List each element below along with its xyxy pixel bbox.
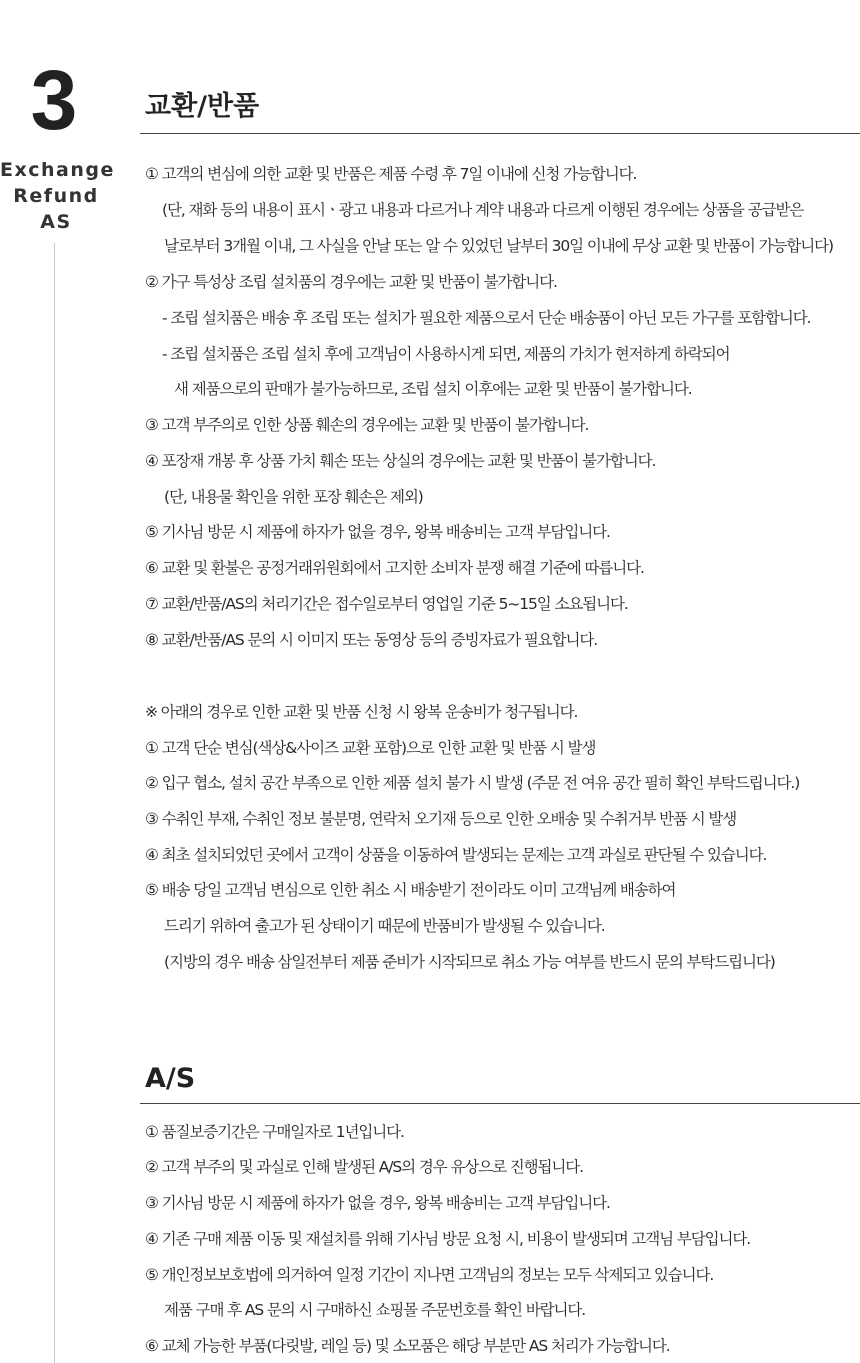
exchange-line: - 조립 설치품은 배송 후 조립 또는 설치가 필요한 제품으로서 단순 배송품이 아닌 모든 가구를 포함합니다. (162, 309, 811, 327)
label-exchange: Exchange (0, 159, 115, 181)
section-sidebar (0, 0, 115, 1360)
exchange-note: ① 고객 단순 변심(색상&사이즈 교환 포함)으로 인한 교환 및 반품 시 발생 (145, 739, 596, 757)
exchange-line: ⑥ 교환 및 환불은 공정거래위원회에서 고지한 소비자 분쟁 해결 기준에 따릅니다. (145, 559, 644, 577)
label-refund: Refund (13, 185, 99, 207)
exchange-line: ⑦ 교환/반품/AS의 처리기간은 접수일로부터 영업일 기준 5~15일 소요됩니다. (145, 595, 628, 613)
exchange-note: (지방의 경우 배송 삼일전부터 제품 준비가 시작되므로 취소 가능 여부를 반드시 문의 부탁드립니다) (164, 953, 775, 971)
exchange-line: 새 제품으로의 판매가 불가능하므로, 조립 설치 이후에는 교환 및 반품이 불가합니다. (174, 380, 692, 398)
as-line: ② 고객 부주의 및 과실로 인해 발생된 A/S의 경우 유상으로 진행됩니다. (145, 1158, 583, 1176)
as-line: ① 품질보증기간은 구매일자로 1년입니다. (145, 1123, 404, 1141)
label-as: AS (40, 211, 72, 233)
as-line: ⑥ 교체 가능한 부품(다릿발, 레일 등) 및 소모품은 해당 부분만 AS 처리가 가능합니다. (145, 1337, 670, 1355)
exchange-line: ① 고객의 변심에 의한 교환 및 반품은 제품 수령 후 7일 이내에 신청 가능합니다. (145, 165, 637, 183)
exchange-line: ③ 고객 부주의로 인한 상품 훼손의 경우에는 교환 및 반품이 불가합니다. (145, 416, 589, 434)
as-rule (140, 1103, 860, 1104)
exchange-line: (단, 재화 등의 내용이 표시ㆍ광고 내용과 다르거나 계약 내용과 다르게 이행된 경우에는 상품을 공급받은 (162, 201, 804, 219)
exchange-note: ② 입구 협소, 설치 공간 부족으로 인한 제품 설치 불가 시 발생 (주문 전 여유 공간 필히 확인 부탁드립니다.) (145, 774, 800, 792)
exchange-line: 날로부터 3개월 이내, 그 사실을 안날 또는 알 수 있었던 날부터 30일 이내에 무상 교환 및 반품이 가능합니다) (164, 237, 833, 255)
exchange-note: ⑤ 배송 당일 고객님 변심으로 인한 취소 시 배송받기 전이라도 이미 고객님께 배송하여 (145, 881, 676, 899)
exchange-line: ⑤ 기사님 방문 시 제품에 하자가 없을 경우, 왕복 배송비는 고객 부담입니다. (145, 523, 610, 541)
section-labels (0, 157, 115, 235)
as-line: ⑤ 개인정보보호법에 의거하여 일정 기간이 지나면 고객님의 정보는 모두 삭제되고 있습니다. (145, 1266, 714, 1284)
section-number: 3 (30, 53, 78, 147)
exchange-note: 드리기 위하여 출고가 된 상태이기 때문에 반품비가 발생될 수 있습니다. (164, 917, 605, 935)
exchange-heading: 교환/반품 (145, 91, 260, 122)
exchange-note: ④ 최초 설치되었던 곳에서 고객이 상품을 이동하여 발생되는 문제는 고객 과실로 판단될 수 있습니다. (145, 846, 767, 864)
sidebar-divider (54, 243, 55, 1363)
exchange-rule (140, 133, 860, 134)
exchange-note: ③ 수취인 부재, 수취인 정보 불분명, 연락처 오기재 등으로 인한 오배송 및 수취거부 반품 시 발생 (145, 810, 737, 828)
exchange-line: - 조립 설치품은 조립 설치 후에 고객님이 사용하시게 되면, 제품의 가치가 현저하게 하락되어 (162, 345, 730, 363)
as-line: 제품 구매 후 AS 문의 시 구매하신 쇼핑몰 주문번호를 확인 바랍니다. (164, 1301, 586, 1319)
as-line: ③ 기사님 방문 시 제품에 하자가 없을 경우, 왕복 배송비는 고객 부담입니다. (145, 1194, 610, 1212)
exchange-line: (단, 내용물 확인을 위한 포장 훼손은 제외) (164, 488, 423, 506)
exchange-note: ※ 아래의 경우로 인한 교환 및 반품 신청 시 왕복 운송비가 청구됩니다. (145, 703, 578, 721)
exchange-line: ④ 포장재 개봉 후 상품 가치 훼손 또는 상실의 경우에는 교환 및 반품이 불가합니다. (145, 452, 656, 470)
as-line: ④ 기존 구매 제품 이동 및 재설치를 위해 기사님 방문 요청 시, 비용이 발생되며 고객님 부담입니다. (145, 1230, 751, 1248)
as-heading: A/S (145, 1063, 196, 1094)
exchange-line: ⑧ 교환/반품/AS 문의 시 이미지 또는 동영상 등의 증빙자료가 필요합니다. (145, 631, 598, 649)
exchange-line: ② 가구 특성상 조립 설치품의 경우에는 교환 및 반품이 불가합니다. (145, 273, 557, 291)
